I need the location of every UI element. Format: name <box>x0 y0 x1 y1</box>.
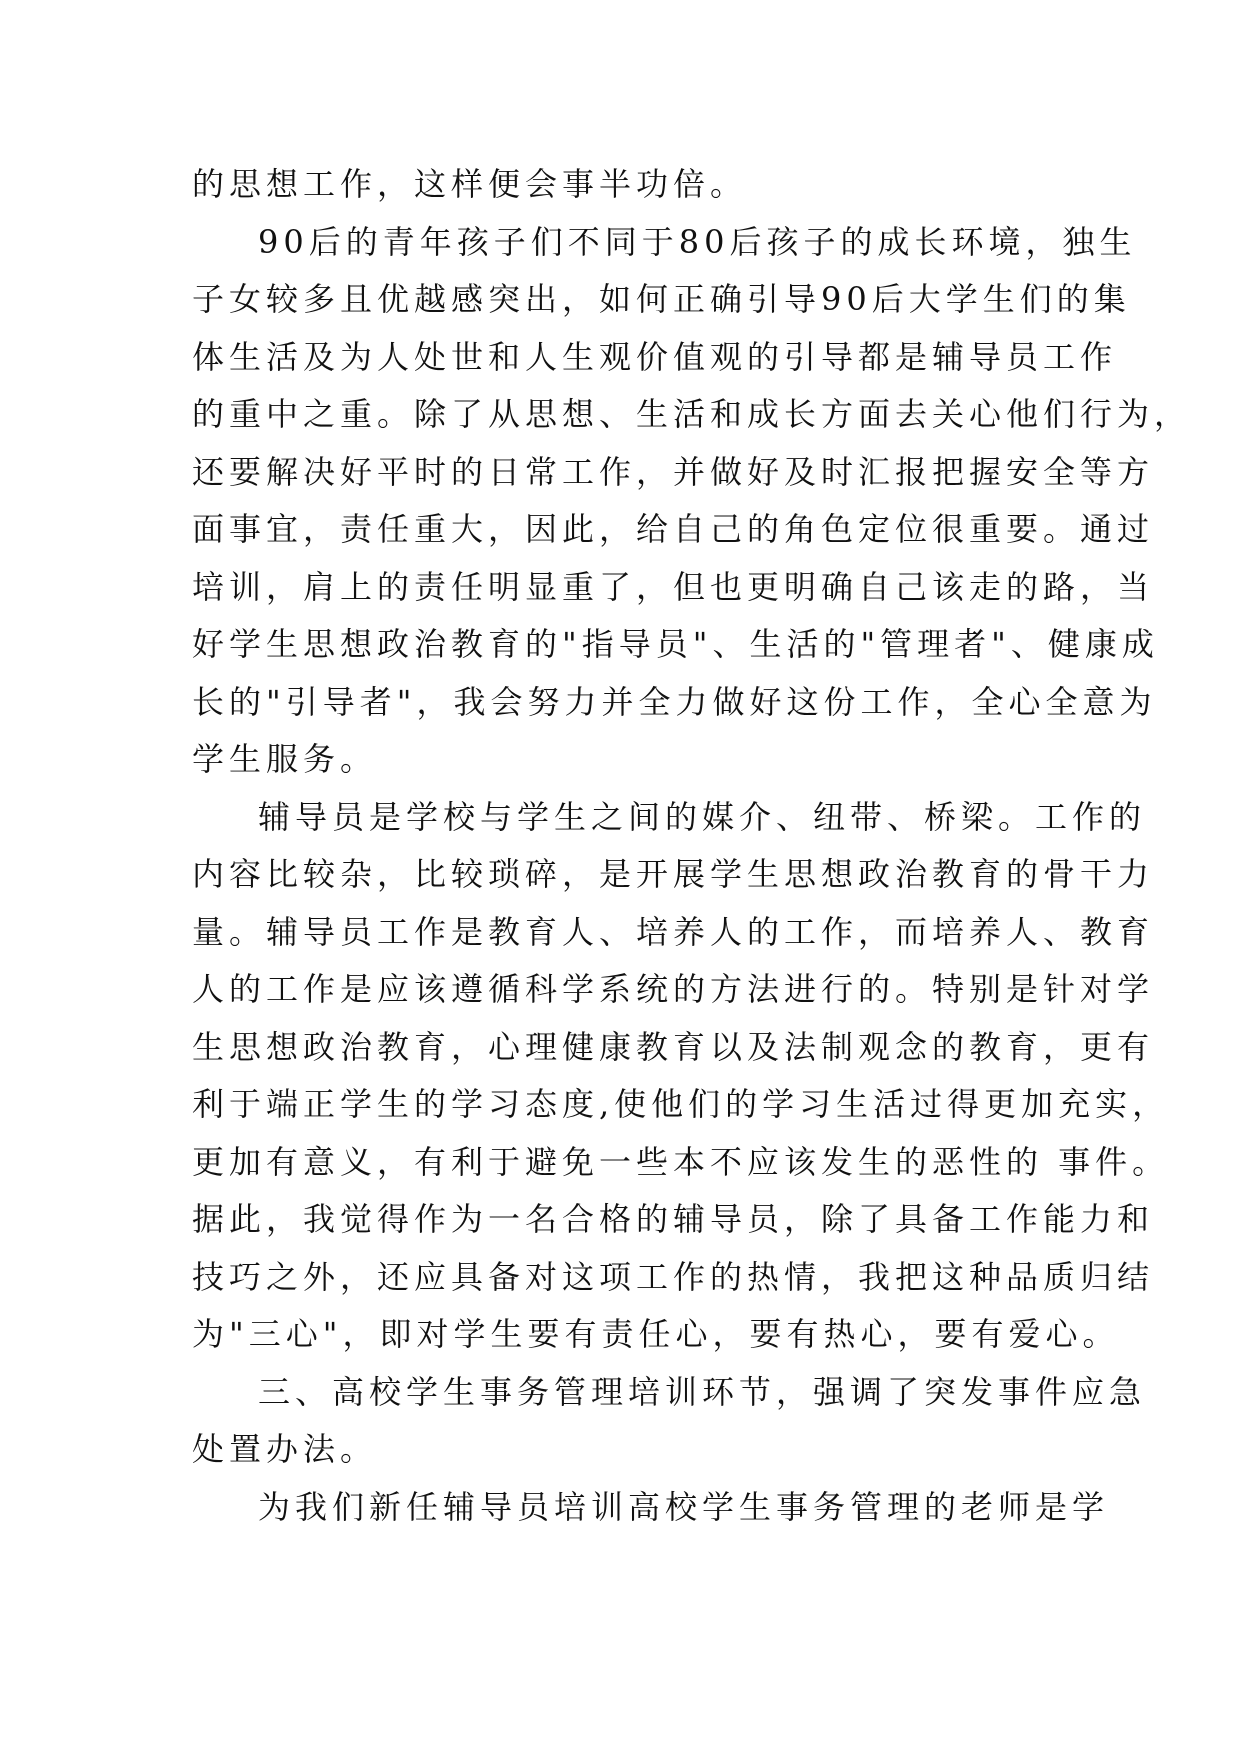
text-line: 为"三心"，即对学生要有责任心，要有热心，要有爱心。 <box>192 1315 1120 1353</box>
text-line: 的思想工作，这样便会事半功倍。 <box>192 165 748 203</box>
text-line: 据此，我觉得作为一名合格的辅导员，除了具备工作能力和 <box>192 1200 1155 1238</box>
text-line: 量。辅导员工作是教育人、培养人的工作，而培养人、教育 <box>192 912 1155 951</box>
text-line: 长的"引导者"，我会努力并全力做好这份工作，全心全意为 <box>192 682 1157 721</box>
text-line: 人的工作是应该遵循科学系统的方法进行的。特别是针对学 <box>192 970 1155 1008</box>
text-line: 的重中之重。除了从思想、生活和成长方面去关心他们行为， <box>192 395 1192 433</box>
text-line: 生思想政治教育，心理健康教育以及法制观念的教育，更有 <box>192 1027 1155 1066</box>
text-line: 子女较多且优越感突出，如何正确引导90后大学生们的集 <box>192 280 1131 318</box>
text-line: 培训，肩上的责任明显重了，但也更明确自己该走的路，当 <box>192 567 1155 606</box>
section-heading: 三、高校学生事务管理培训环节，强调了突发事件应急 <box>258 1372 1147 1411</box>
text-line: 辅导员是学校与学生之间的媒介、纽带、桥梁。工作的 <box>258 797 1147 836</box>
text-line: 处置办法。 <box>192 1430 378 1468</box>
text-line: 好学生思想政治教育的"指导员"、生活的"管理者"、健康成 <box>192 625 1159 663</box>
text-line: 90后的青年孩子们不同于80后孩子的成长环境，独生 <box>258 222 1137 261</box>
text-line: 为我们新任辅导员培训高校学生事务管理的老师是学 <box>258 1487 1110 1526</box>
text-line: 体生活及为人处世和人生观价值观的引导都是辅导员工作 <box>192 337 1118 376</box>
text-line: 还要解决好平时的日常工作，并做好及时汇报把握安全等方 <box>192 452 1155 491</box>
text-line: 技巧之外，还应具备对这项工作的热情，我把这种品质归结 <box>192 1257 1155 1296</box>
document-body <box>192 156 1192 1536</box>
text-line: 学生服务。 <box>192 740 378 778</box>
text-line: 利于端正学生的学习态度,使他们的学习生活过得更加充实， <box>192 1085 1170 1123</box>
text-line: 更加有意义，有利于避免一些本不应该发生的恶性的 事件。 <box>192 1142 1170 1181</box>
text-line: 面事宜，责任重大，因此，给自己的角色定位很重要。通过 <box>192 510 1155 548</box>
text-line: 内容比较杂，比较琐碎，是开展学生思想政治教育的骨干力 <box>192 855 1155 893</box>
